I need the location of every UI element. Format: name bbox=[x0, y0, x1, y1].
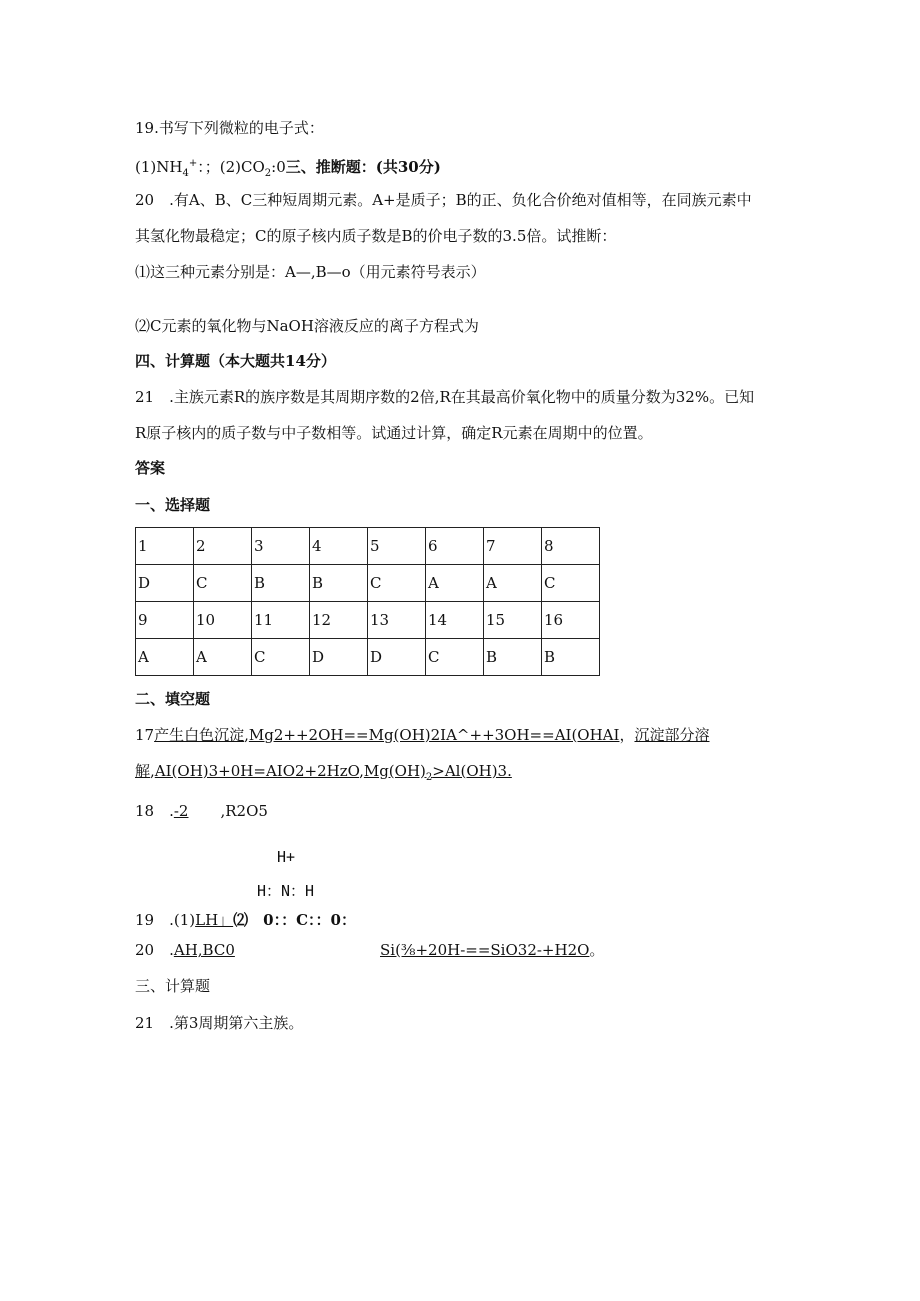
table-cell: 6 bbox=[426, 528, 484, 565]
table-cell: 13 bbox=[368, 602, 426, 639]
table-cell: B bbox=[484, 639, 542, 676]
table-cell: 1 bbox=[136, 528, 194, 565]
answer-17-observation2: 沉淀部分溶 bbox=[634, 726, 710, 744]
table-cell: A bbox=[194, 639, 252, 676]
answer-17-sep: , bbox=[359, 762, 364, 780]
answer-17-sep: , bbox=[150, 762, 155, 780]
q19-title: 19.书写下列微粒的电子式： bbox=[135, 119, 324, 137]
q21-line2: R原子核内的质子数与中子数相等。试通过计算，确定R元素在周期中的位置。 bbox=[135, 424, 653, 442]
table-cell: 12 bbox=[310, 602, 368, 639]
q21-line1: 21 .主族元素R的族序数是其周期序数的2倍,R在其最高价氧化物中的质量分数为32%。已知 bbox=[135, 388, 755, 406]
table-row bbox=[136, 528, 600, 565]
answer-21: 21 .第3周期第六主族。 bbox=[135, 1014, 304, 1032]
answers-heading: 答案 bbox=[135, 459, 166, 477]
table-cell: D bbox=[310, 639, 368, 676]
table-cell: 15 bbox=[484, 602, 542, 639]
answer-17-comparison-a: Mg(OH) bbox=[363, 762, 426, 780]
section-4-heading: 四、计算题（本大题共14分） bbox=[135, 352, 336, 370]
section-3-heading: 三、推断题：(共30分) bbox=[285, 158, 441, 176]
q19-line bbox=[135, 154, 441, 184]
answer-17-comparison bbox=[363, 762, 512, 783]
table-cell: 14 bbox=[426, 602, 484, 639]
q20-line2: 其氢化物最稳定；C的原子核内质子数是B的价电子数的3.5倍。试推断： bbox=[135, 227, 617, 245]
table-cell: 8 bbox=[542, 528, 600, 565]
table-cell: C bbox=[542, 565, 600, 602]
answer-20 bbox=[135, 940, 235, 960]
table-cell: C bbox=[194, 565, 252, 602]
answer-18-value2: ,R2O5 bbox=[220, 802, 268, 820]
table-cell: A bbox=[484, 565, 542, 602]
table-cell: A bbox=[136, 639, 194, 676]
answer-19-ammonium-top: H+ bbox=[277, 848, 296, 866]
answer-18-number: 18 . bbox=[135, 802, 174, 820]
table-cell: D bbox=[368, 639, 426, 676]
q19-part2: ：；(2)CO bbox=[197, 158, 265, 176]
answer-17-sep: , bbox=[244, 726, 249, 744]
table-cell: 10 bbox=[194, 602, 252, 639]
table-cell: B bbox=[310, 565, 368, 602]
table-cell: 3 bbox=[252, 528, 310, 565]
answers-section3: 三、计算题 bbox=[135, 977, 211, 995]
answer-17-number: 17 bbox=[135, 726, 155, 744]
answer-17-equation2: AI(OH)3+0H=AIO2+2HzO bbox=[154, 762, 360, 780]
answer-17-comparison-b: >Al(OH)3. bbox=[432, 762, 512, 780]
answer-17-line2 bbox=[135, 761, 512, 788]
q20-line1: 20 .有A、B、C三种短周期元素。A+是质子；B的正、负化合价绝对值相等，在同族元素中 bbox=[135, 191, 752, 209]
table-cell: C bbox=[252, 639, 310, 676]
table-cell: 16 bbox=[542, 602, 600, 639]
q19-sup1: + bbox=[188, 158, 198, 169]
q19-part1: (1)NH bbox=[135, 158, 183, 176]
table-row bbox=[136, 639, 600, 676]
q19-sub2: 2 bbox=[264, 168, 272, 179]
table-cell: 4 bbox=[310, 528, 368, 565]
answer-17-comparison-sub: 2 bbox=[425, 772, 433, 783]
answers-section1: 一、选择题 bbox=[135, 496, 211, 514]
answer-19-ammonium-middle: H：N：H bbox=[257, 882, 315, 900]
table-cell: D bbox=[136, 565, 194, 602]
answer-20-equation-line bbox=[380, 940, 604, 960]
table-cell: C bbox=[426, 639, 484, 676]
answer-18-value1: -2 bbox=[173, 802, 189, 820]
answer-18 bbox=[135, 801, 268, 821]
q19-sub1: 4 bbox=[182, 168, 189, 179]
table-cell: C bbox=[368, 565, 426, 602]
answer-19-value1: LH」 bbox=[195, 911, 234, 929]
table-cell: B bbox=[542, 639, 600, 676]
q20-part1: ⑴这三种元素分别是：A—,B—o（用元素符号表示） bbox=[135, 263, 486, 281]
answer-17-equations: Mg2++2OH==Mg(OH)2IA^++3OH==AI(OHAI bbox=[248, 726, 620, 744]
answer-19 bbox=[135, 910, 356, 930]
table-cell: A bbox=[426, 565, 484, 602]
table-row bbox=[136, 565, 600, 602]
q20-part2: ⑵C元素的氧化物与NaOH溶液反应的离子方程式为 bbox=[135, 317, 479, 335]
table-cell: B bbox=[252, 565, 310, 602]
answer-20-value1: AH,BC0 bbox=[173, 941, 235, 959]
answer-19-value2: ⑵ 0：：C：：0： bbox=[233, 911, 356, 929]
answer-19-number: 19 .(1) bbox=[135, 911, 196, 929]
answer-table bbox=[135, 527, 600, 676]
answer-20-end: 。 bbox=[589, 941, 605, 959]
table-cell: 5 bbox=[368, 528, 426, 565]
table-cell: 7 bbox=[484, 528, 542, 565]
table-cell: 9 bbox=[136, 602, 194, 639]
answer-17-line1 bbox=[135, 725, 709, 745]
answer-20-number: 20 . bbox=[135, 941, 174, 959]
answers-section2: 二、填空题 bbox=[135, 690, 211, 708]
answer-17-observation2-end: 解 bbox=[135, 762, 151, 780]
table-cell: 2 bbox=[194, 528, 252, 565]
answer-20-equation: Si(⅜+20H-==SiO32-+H2O bbox=[380, 941, 590, 959]
answer-17-sep: ， bbox=[619, 726, 635, 744]
table-row bbox=[136, 602, 600, 639]
q19-part3: :0 bbox=[271, 158, 286, 176]
answer-17-observation: 产生白色沉淀 bbox=[154, 726, 245, 744]
table-cell: 11 bbox=[252, 602, 310, 639]
